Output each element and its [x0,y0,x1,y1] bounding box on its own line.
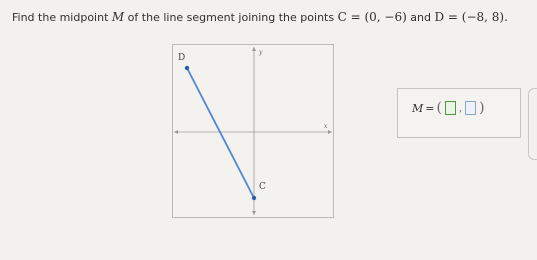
graph-canvas [173,45,333,217]
point-d-dot [185,66,189,70]
x-axis-left-arrow [174,130,178,134]
point-c-dot [252,196,256,200]
x-coordinate-input[interactable] [445,101,456,115]
x-axis-right-arrow [328,130,332,134]
question-prefix: Find the midpoint [12,11,112,24]
question-middle: of the line segment joining the points [124,11,338,24]
question-text [12,10,508,24]
question-and: and [406,11,435,24]
point-c-label: C [259,182,266,192]
answer-variable: M [412,101,424,115]
line-segment-cd [187,68,254,198]
answer-box [397,88,521,138]
side-panel-tab[interactable] [528,88,537,160]
y-coordinate-input[interactable] [465,101,476,115]
coordinate-comma: , [458,102,463,114]
midpoint-variable: M [111,10,125,24]
y-axis-bottom-arrow [252,211,256,215]
y-axis-label: y [259,49,263,56]
point-d-label: D [178,53,186,63]
close-paren: ) [479,100,485,116]
open-paren: ( [436,100,442,116]
point-c-coords: C = (0, −6) [337,10,407,24]
coordinate-graph [172,44,334,218]
point-d-coords: D = (−8, 8). [434,10,508,24]
answer-equals: = [425,101,435,115]
y-axis-top-arrow [252,47,256,51]
x-axis-label: x [324,123,328,130]
midpoint-answer-row [412,100,485,116]
